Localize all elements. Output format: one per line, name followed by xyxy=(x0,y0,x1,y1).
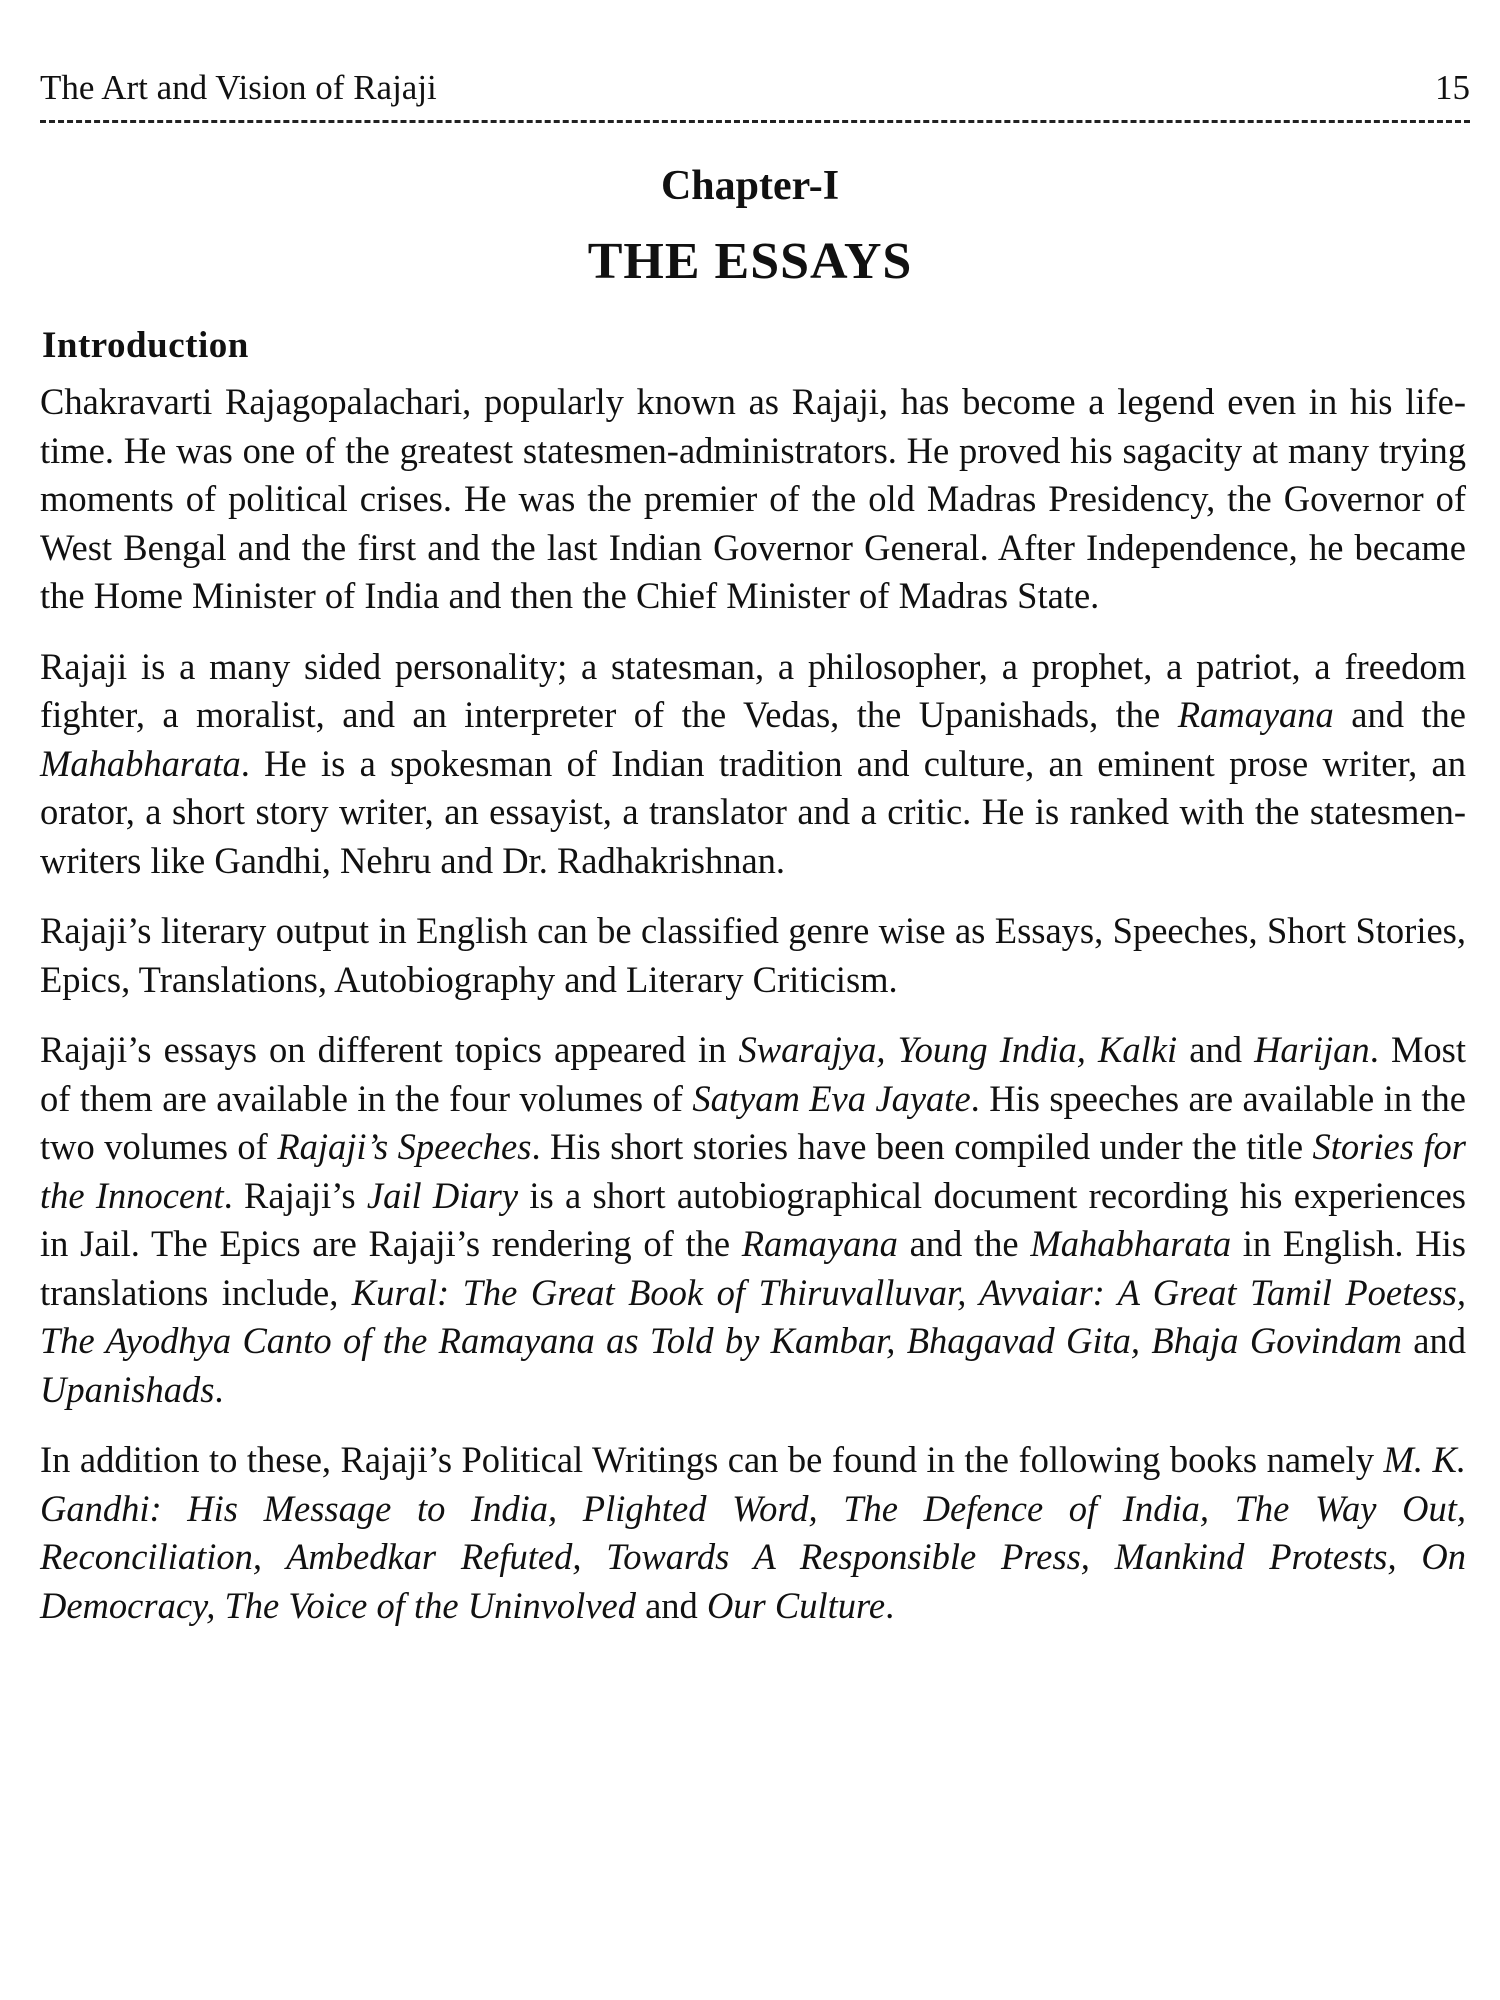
text-run: and xyxy=(635,1584,707,1626)
body-paragraph xyxy=(40,378,1466,621)
italic-title-run: Mahabharata xyxy=(1030,1223,1232,1264)
text-run: is a short autobiographical document recording his experiences in Jail. The Epics are Rajaji’s rendering of the xyxy=(40,1174,1467,1264)
text-run: and the xyxy=(1333,694,1467,735)
text-run: and the xyxy=(897,1223,1031,1264)
body-paragraph xyxy=(40,907,1466,1004)
italic-title-run: Harijan xyxy=(1254,1029,1370,1070)
italic-title-run: Our Culture xyxy=(706,1584,886,1626)
chapter-title: THE ESSAYS xyxy=(587,233,913,290)
italic-title-run: Jail Diary xyxy=(366,1174,519,1216)
section-heading: Introduction xyxy=(42,325,249,366)
page-number: 15 xyxy=(1435,68,1470,107)
text-run: Rajaji is a many sided personality; a statesman, a philosopher, a prophet, a patriot, a freedom fighter, a moralist, and an interpreter of the Vedas, the Upanishads, the xyxy=(40,645,1466,735)
italic-title-run: Ramayana xyxy=(1177,694,1334,735)
header-dashed-rule xyxy=(40,120,1470,123)
text-run: . Rajaji’s xyxy=(223,1174,367,1216)
text-run: . He is a spokesman of Indian tradition and culture, an eminent prose writer, an orator, a short story writer, an essayist, a translator and a critic. He is ranked with the statesmen-writers like Gandhi, Nehru and Dr. Radhakrishnan. xyxy=(40,742,1466,881)
text-run: . xyxy=(214,1368,224,1410)
text-run: Rajaji’s literary output in English can be classified genre wise as Essays, Speeches, Short Stories, Epics, Translations, Autobiography and Literary Criticism. xyxy=(40,910,1466,1000)
italic-title-run: Swarajya, Young India, Kalki xyxy=(738,1029,1178,1070)
text-run: Rajaji’s essays on different topics appeared in xyxy=(40,1029,739,1070)
text-run: . Most of them are available in the four volumes of xyxy=(40,1029,1466,1119)
text-run: in English. His translations include, xyxy=(40,1223,1466,1313)
italic-title-run: Mahabharata xyxy=(40,742,241,784)
italic-title-run: Stories for the Innocent xyxy=(40,1126,1466,1216)
body-paragraph xyxy=(40,1026,1466,1414)
running-header xyxy=(40,62,1470,114)
body-paragraph xyxy=(40,643,1466,886)
text-run: In addition to these, Rajaji’s Political Writings can be found in the following books namely xyxy=(40,1439,1384,1480)
chapter-label: Chapter-I xyxy=(660,163,840,209)
running-title: The Art and Vision of Rajaji xyxy=(40,68,437,107)
text-run: . His speeches are available in the two volumes of xyxy=(40,1077,1466,1167)
italic-title-run: M. K. Gandhi: His Message to India, Plighted Word, The Defence of India, The Way Out, Reconciliation, Ambedkar Refuted, Towards A Responsible Press, Mankind Protests, On Democracy, The Voice of the Uninvolved xyxy=(40,1439,1466,1626)
text-run: . xyxy=(885,1584,895,1626)
italic-title-run: Rajaji’s Speeches xyxy=(277,1126,532,1167)
text-run: and xyxy=(1401,1320,1467,1361)
text-run: and xyxy=(1177,1029,1255,1070)
italic-title-run: Ramayana xyxy=(741,1223,898,1264)
body-paragraph xyxy=(40,1436,1466,1630)
body-text xyxy=(40,378,1466,1652)
italic-title-run: Upanishads xyxy=(40,1368,215,1410)
italic-title-run: Kural: The Great Book of Thiruvalluvar, Avvaiar: A Great Tamil Poetess, The Ayodhya Canto of the Ramayana as Told by Kambar, Bhagavad Gita, Bhaja Govindam xyxy=(40,1271,1466,1361)
text-run: Chakravarti Rajagopalachari, popularly known as Rajaji, has become a legend even in his life-time. He was one of the greatest statesmen-administrators. He proved his sagacity at many trying moments of political crises. He was the premier of the old Madras Presidency, the Governor of West Bengal and the first and the last Indian Governor General. After Independence, he became the Home Minister of India and then the Chief Minister of Madras State. xyxy=(40,381,1466,616)
text-run: . His short stories have been compiled under the title xyxy=(531,1126,1313,1167)
italic-title-run: Satyam Eva Jayate xyxy=(692,1077,971,1119)
